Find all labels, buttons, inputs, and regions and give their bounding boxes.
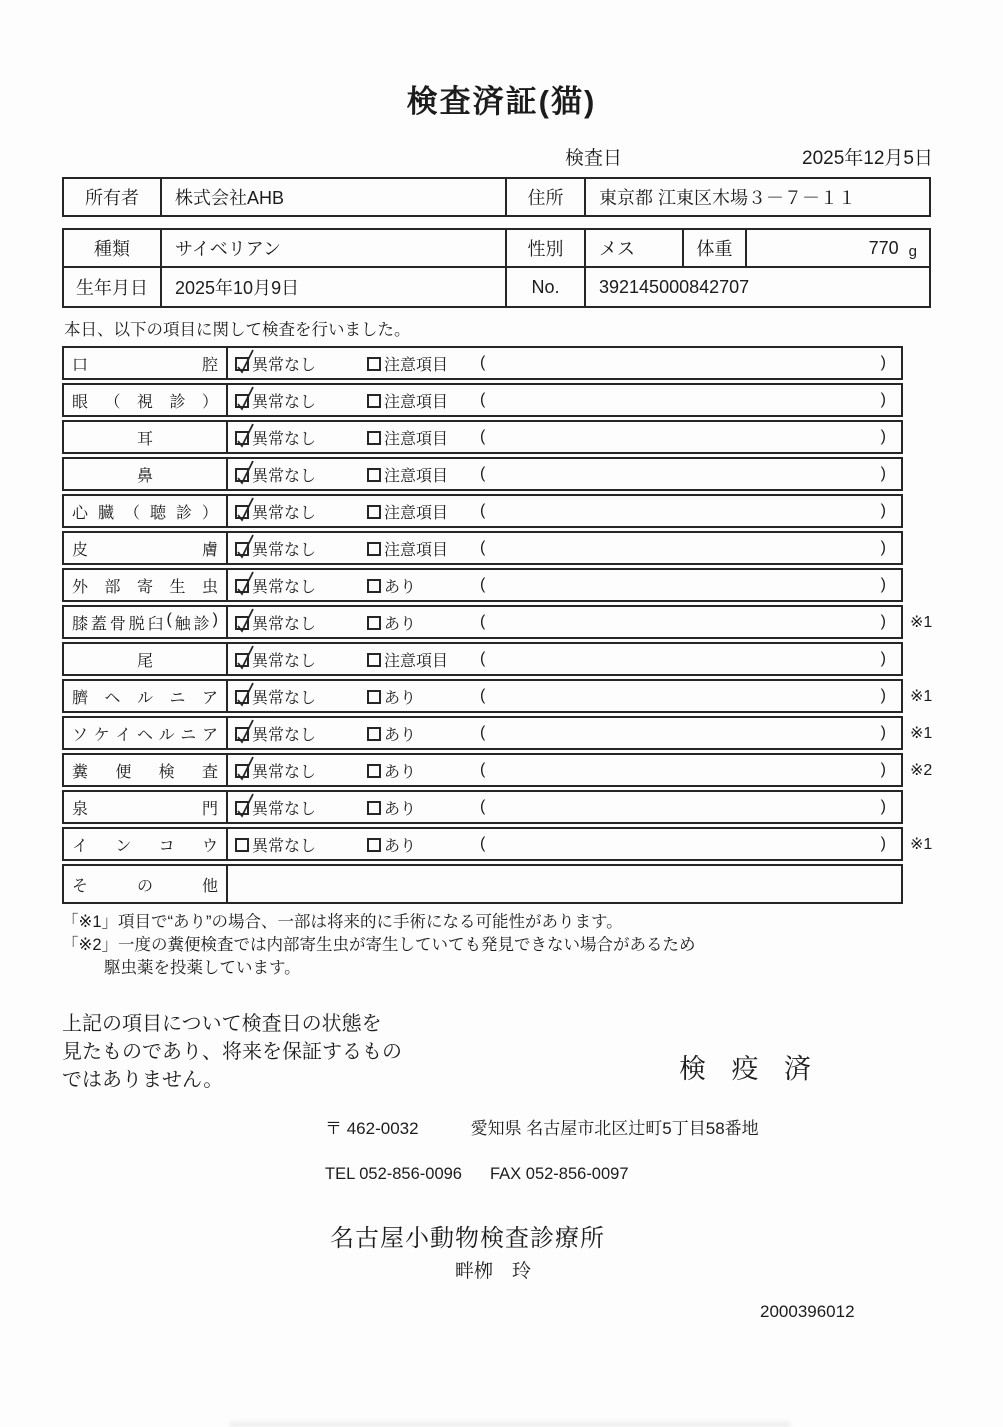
exam-item-label: そ の 他 [72, 877, 218, 895]
check-mark-icon [234, 754, 256, 782]
paren-close: ) [880, 502, 886, 519]
weight-value: 770 [868, 237, 899, 258]
paren-open: ( [480, 724, 486, 741]
attention-option [367, 648, 480, 671]
normal-option [235, 463, 367, 486]
footnote-line: 「※1」項目で“あり”の場合、一部は将来的に手術になる可能性があります。 [62, 913, 623, 931]
normal-option-label: 異常なし [252, 615, 317, 633]
attention-checkbox [367, 542, 381, 556]
exam-item-label: 心 臓 （ 聴 診 ） [72, 504, 218, 522]
attention-option-label: 注意項目 [384, 430, 449, 448]
disclaimer: 上記の項目について検査日の状態を 見たものであり、将来を保証するもの ではありません。 [62, 1013, 402, 1091]
attention-option [367, 500, 480, 523]
attention-option [367, 796, 480, 819]
paren-close: ) [880, 428, 886, 445]
address-label: 住所 [505, 179, 584, 215]
attention-checkbox [367, 764, 381, 778]
owner-value: 株式会社AHB [160, 179, 505, 215]
normal-option [235, 722, 367, 745]
paren-open: ( [480, 835, 486, 852]
paren-close: ) [880, 724, 886, 741]
normal-option [235, 685, 367, 708]
exam-row [62, 827, 933, 861]
certificate-title: 検査済証(猫) [406, 84, 597, 119]
attention-option-label: 注意項目 [384, 652, 449, 670]
normal-option [235, 833, 367, 856]
paren-open: ( [480, 798, 486, 815]
normal-checkbox [235, 431, 249, 445]
attention-option-label: あり [384, 837, 417, 855]
sex-value: メス [584, 230, 682, 266]
normal-checkbox [235, 542, 249, 556]
attention-option-label: 注意項目 [384, 393, 449, 411]
footnote-line: 「※2」一度の糞便検査では内部寄生虫が寄生していても発見できない場合があるため [62, 936, 696, 954]
paren-open: ( [480, 428, 486, 445]
check-mark-icon [234, 643, 256, 671]
normal-checkbox [235, 468, 249, 482]
paren-open: ( [480, 391, 486, 408]
breed-label: 種類 [94, 239, 130, 259]
attention-option-label: あり [384, 800, 417, 818]
inspection-date-label: 検査日 [565, 148, 623, 169]
exam-item-label: 耳 [136, 430, 153, 448]
attention-checkbox [367, 801, 381, 815]
check-mark-icon [234, 680, 256, 708]
check-mark-icon [234, 532, 256, 560]
clinic-address: 愛知県 名古屋市北区辻町5丁目58番地 [470, 1119, 759, 1138]
footnotes [62, 911, 1003, 980]
footnote-ref: ※2 [910, 762, 933, 779]
normal-option-label: 異常なし [252, 837, 317, 855]
paren-open: ( [480, 465, 486, 482]
owner-table [62, 177, 931, 217]
weight-label: 体重 [682, 230, 745, 266]
attention-checkbox [367, 431, 381, 445]
exam-item-label: ソ ケ イ ヘ ル ニ ア [72, 726, 218, 744]
weight-value-cell [745, 230, 929, 266]
attention-checkbox [367, 690, 381, 704]
paren-open: ( [480, 576, 486, 593]
paren-close: ) [880, 354, 886, 371]
attention-checkbox [367, 616, 381, 630]
attention-option-label: あり [384, 615, 417, 633]
footnote-line: 駆虫薬を投薬しています。 [104, 959, 301, 977]
normal-option [235, 426, 367, 449]
paren-close: ) [880, 576, 886, 593]
check-mark-icon [234, 421, 256, 449]
paren-open: ( [480, 502, 486, 519]
breed-value: サイベリアン [160, 230, 505, 266]
attention-option-label: あり [384, 726, 417, 744]
exam-row [62, 494, 903, 528]
normal-checkbox [235, 764, 249, 778]
exam-item-label: 皮 膚 [72, 541, 218, 559]
exam-row [62, 679, 933, 713]
paren-close: ) [880, 391, 886, 408]
normal-option [235, 759, 367, 782]
exam-item-label: 鼻 [136, 467, 153, 485]
paren-close: ) [880, 761, 886, 778]
exam-item-label: 尾 [136, 652, 153, 670]
sex-label: 性別 [505, 230, 584, 266]
attention-option-label: 注意項目 [384, 467, 449, 485]
serial-number: 2000396012 [760, 1302, 855, 1321]
exam-item-label: 臍 ヘ ル ニ ア [72, 689, 218, 707]
normal-option [235, 500, 367, 523]
footnote-ref: ※1 [910, 725, 933, 742]
paren-open: ( [480, 687, 486, 704]
normal-option-label: 異常なし [252, 504, 317, 522]
attention-option [367, 574, 480, 597]
inspection-date-row [565, 143, 933, 170]
inspection-date-value: 2025年12月5日 [802, 148, 933, 169]
normal-checkbox [235, 653, 249, 667]
attention-checkbox [367, 468, 381, 482]
exam-item-label: 泉 門 [72, 800, 218, 818]
quarantine-stamp: 検 疫 済 [678, 1054, 820, 1084]
attention-checkbox [367, 579, 381, 593]
attention-option [367, 833, 480, 856]
scan-artifact [230, 1422, 790, 1427]
footnote-ref: ※1 [910, 688, 933, 705]
birthdate-value: 2025年10月9日 [160, 268, 505, 306]
address-value: 東京都 江東区木場３－７－１１ [584, 179, 929, 215]
check-mark-icon [234, 606, 256, 634]
exam-row [62, 790, 903, 824]
paren-close: ) [880, 687, 886, 704]
check-mark-icon [234, 569, 256, 597]
attention-option-label: あり [384, 763, 417, 781]
attention-option [367, 685, 480, 708]
normal-option-label: 異常なし [252, 356, 317, 374]
attention-option-label: 注意項目 [384, 541, 449, 559]
normal-checkbox [235, 394, 249, 408]
normal-option [235, 352, 367, 375]
attention-option-label: 注意項目 [384, 504, 449, 522]
exam-item-label: 膝 蓋 骨 脱 臼 ( 触 診 ) [72, 610, 218, 633]
paren-open: ( [480, 613, 486, 630]
clinic-tel-line [325, 1165, 1003, 1184]
exam-row [62, 753, 933, 787]
attention-option-label: あり [384, 689, 417, 707]
attention-checkbox [367, 357, 381, 371]
exam-row [62, 605, 933, 639]
attention-option [367, 389, 480, 412]
attention-checkbox [367, 394, 381, 408]
owner-label: 所有者 [85, 188, 139, 208]
normal-option-label: 異常なし [252, 689, 317, 707]
exam-row [62, 346, 903, 380]
normal-option-label: 異常なし [252, 578, 317, 596]
clinic-fax: FAX 052-856-0097 [490, 1165, 629, 1183]
footnote-ref: ※1 [910, 614, 933, 631]
exam-row [62, 864, 903, 904]
paren-open: ( [480, 354, 486, 371]
attention-option [367, 463, 480, 486]
normal-option [235, 537, 367, 560]
check-mark-icon [234, 347, 256, 375]
paren-close: ) [880, 465, 886, 482]
normal-checkbox [235, 690, 249, 704]
number-value: 392145000842707 [584, 268, 929, 306]
normal-option [235, 648, 367, 671]
exam-item-label: 外 部 寄 生 虫 [72, 578, 218, 596]
normal-checkbox [235, 616, 249, 630]
normal-checkbox [235, 579, 249, 593]
exam-item-label: イ ン コ ウ [72, 837, 218, 855]
check-mark-icon [234, 458, 256, 486]
exam-row [62, 568, 903, 602]
normal-option [235, 389, 367, 412]
exam-row [62, 531, 903, 565]
normal-option-label: 異常なし [252, 652, 317, 670]
footnote-ref: ※1 [910, 836, 933, 853]
exam-item-label: 糞 便 検 査 [72, 763, 218, 781]
attention-option [367, 352, 480, 375]
attention-option [367, 537, 480, 560]
number-label: No. [505, 268, 584, 306]
intro-text: 本日、以下の項目に関して検査を行いました。 [64, 321, 411, 339]
attention-checkbox [367, 505, 381, 519]
clinic-postal-line [325, 1114, 1003, 1139]
attention-option [367, 759, 480, 782]
disclaimer-row [62, 1010, 820, 1094]
animal-info-table [62, 228, 931, 308]
attention-checkbox [367, 838, 381, 852]
attention-checkbox [367, 653, 381, 667]
normal-option [235, 796, 367, 819]
clinic-name: 名古屋小動物検査診療所 [330, 1225, 605, 1252]
normal-option-label: 異常なし [252, 430, 317, 448]
paren-close: ) [880, 613, 886, 630]
attention-checkbox [367, 727, 381, 741]
weight-unit: g [908, 242, 917, 260]
paren-open: ( [480, 761, 486, 778]
postal-code: 〒 462-0032 [325, 1119, 419, 1138]
normal-option-label: 異常なし [252, 541, 317, 559]
exam-row [62, 457, 903, 491]
paren-close: ) [880, 539, 886, 556]
veterinarian-name: 畔栁 玲 [455, 1261, 532, 1282]
paren-close: ) [880, 650, 886, 667]
normal-option-label: 異常なし [252, 467, 317, 485]
normal-checkbox [235, 505, 249, 519]
attention-option-label: 注意項目 [384, 356, 449, 374]
exam-row [62, 716, 933, 750]
check-mark-icon [234, 495, 256, 523]
normal-checkbox [235, 357, 249, 371]
exam-item-label: 口 腔 [72, 356, 218, 374]
normal-checkbox [235, 838, 249, 852]
exam-row [62, 383, 903, 417]
normal-option [235, 574, 367, 597]
attention-option-label: あり [384, 578, 417, 596]
paren-open: ( [480, 650, 486, 667]
paren-close: ) [880, 798, 886, 815]
birthdate-label: 生年月日 [76, 278, 148, 298]
exam-table [62, 346, 1003, 904]
check-mark-icon [234, 791, 256, 819]
attention-option [367, 426, 480, 449]
exam-row [62, 420, 903, 454]
exam-item-label: 眼 （ 視 診 ） [72, 393, 218, 411]
paren-close: ) [880, 835, 886, 852]
normal-option-label: 異常なし [252, 393, 317, 411]
exam-row [62, 642, 903, 676]
attention-option [367, 722, 480, 745]
normal-checkbox [235, 801, 249, 815]
normal-option-label: 異常なし [252, 800, 317, 818]
normal-option-label: 異常なし [252, 763, 317, 781]
normal-option-label: 異常なし [252, 726, 317, 744]
clinic-tel: TEL 052-856-0096 [325, 1165, 462, 1183]
attention-option [367, 611, 480, 634]
check-mark-icon [234, 717, 256, 745]
check-mark-icon [234, 384, 256, 412]
normal-checkbox [235, 727, 249, 741]
normal-option [235, 611, 367, 634]
paren-open: ( [480, 539, 486, 556]
